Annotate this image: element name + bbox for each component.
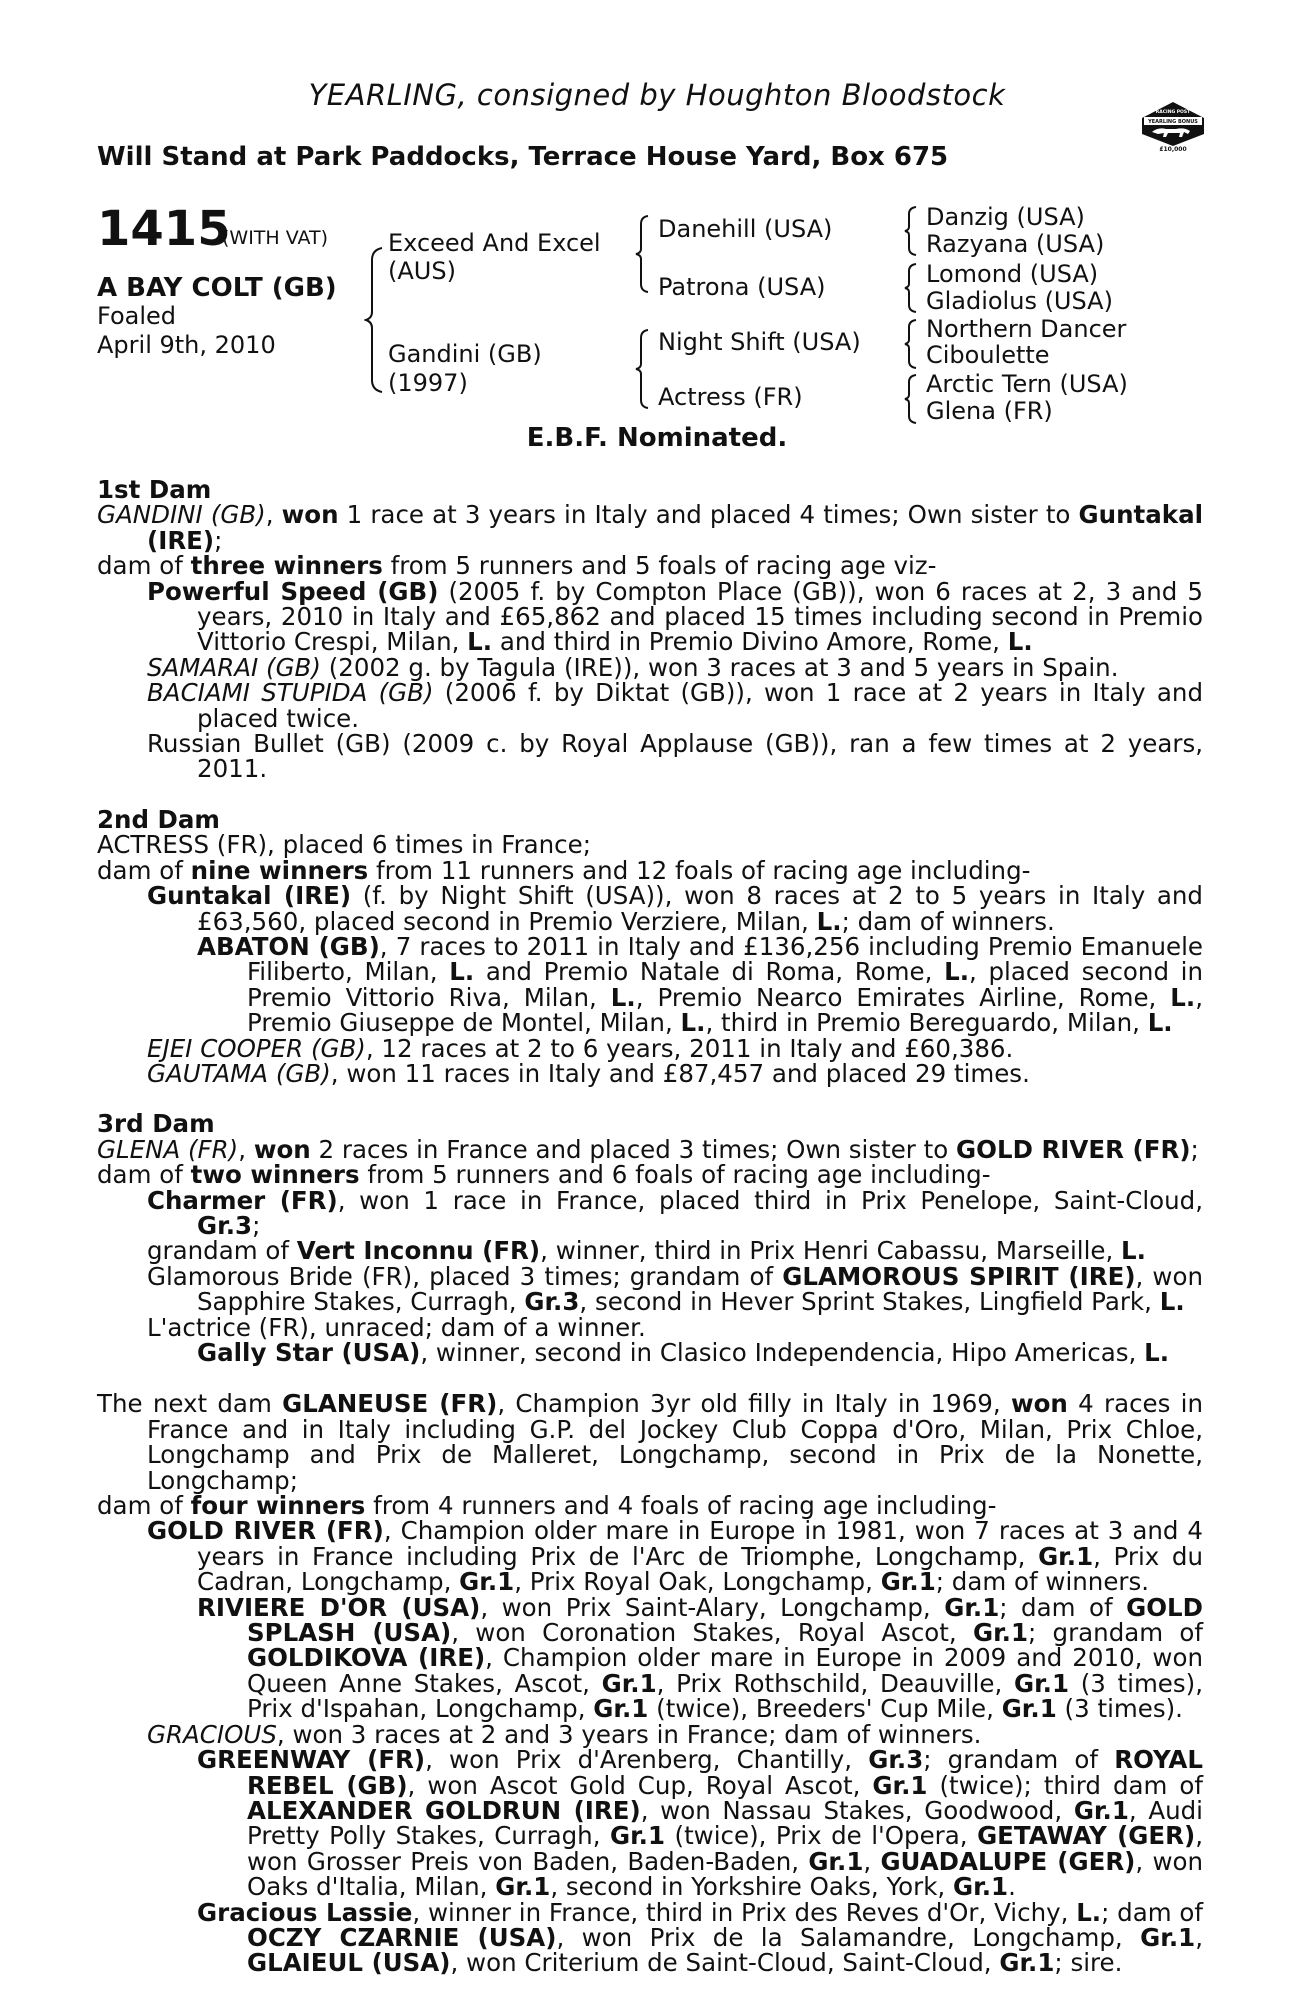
yearling-bonus-badge-icon bbox=[1138, 96, 1208, 152]
badge-line3: £10,000 bbox=[1159, 146, 1187, 152]
second-dam-heading: 2nd Dam bbox=[97, 804, 220, 834]
pedigree-brace-3c bbox=[903, 318, 919, 370]
first-dam-summary: GANDINI (GB), won 1 race at 3 years in Italy and placed 4 times; Own sister to Guntakal (IRE); bbox=[97, 500, 1203, 555]
pedigree-ddd: Glena (FR) bbox=[926, 397, 1053, 425]
pedigree-sd: Patrona (USA) bbox=[658, 273, 826, 301]
list-item: L'actrice (FR), unraced; dam of a winner. bbox=[147, 1312, 646, 1342]
list-item: RIVIERE D'OR (USA), won Prix Saint-Alary, Longchamp, Gr.1; dam of GOLD SPLASH (USA), won Coronation Stakes, Royal Ascot, Gr.1; grandam of GOLDIKOVA (IRE), Champion older mare in Europe in 2009 and 2010, won Queen Anne Stakes, Ascot, Gr.1, Prix Rothschild, Deauville, Gr.1 (3 times), Prix d'Ispahan, Longchamp, Gr.1 (twice), Breeders' Cup Mile, Gr.1 (3 times). bbox=[197, 1592, 1204, 1724]
produce-record bbox=[97, 477, 1203, 1976]
second-dam-summary: ACTRESS (FR), placed 6 times in France; bbox=[97, 830, 591, 860]
pedigree-brace-main bbox=[364, 246, 386, 394]
lot-number: 1415 bbox=[97, 201, 231, 257]
next-dam-summary: The next dam GLANEUSE (FR), Champion 3yr old filly in Italy in 1969, won 4 races in France and in Italy including G.P. del Jockey Club Coppa d'Oro, Milan, Prix Chloe, Longchamp and Prix de Malleret, Longchamp, second in Prix de la Nonette, Longchamp; bbox=[97, 1389, 1204, 1495]
list-item: SAMARAI (GB) (2002 g. by Tagula (IRE)), won 3 races at 3 and 5 years in Spain. bbox=[147, 652, 1119, 682]
list-item: ABATON (GB), 7 races to 2011 in Italy and £136,256 including Premio Emanuele Filiberto, Milan, L. and Premio Natale di Roma, Rome, L., placed second in Premio Vittorio Riva, Milan, L., Premio Nearco Emirates Airline, Rome, L., Premio Giuseppe de Montel, Milan, L., third in Premio Bereguardo, Milan, L. bbox=[197, 931, 1204, 1038]
pedigree-ss: Danehill (USA) bbox=[658, 215, 833, 243]
list-item: GRACIOUS, won 3 races at 2 and 3 years in France; dam of winners. bbox=[147, 1719, 982, 1749]
second-dam-produce: dam of nine winners from 11 runners and 12 foals of racing age including- bbox=[97, 855, 1031, 885]
pedigree-ssd: Razyana (USA) bbox=[926, 230, 1105, 258]
horse-name: A BAY COLT (GB) bbox=[97, 273, 337, 303]
pedigree-sss: Danzig (USA) bbox=[926, 203, 1085, 231]
pedigree-dds: Arctic Tern (USA) bbox=[926, 370, 1128, 398]
third-dam-heading: 3rd Dam bbox=[97, 1109, 215, 1139]
pedigree-brace-3b bbox=[903, 262, 919, 314]
badge-line1: RACING POST bbox=[1155, 110, 1191, 115]
ebf-nominated: E.B.F. Nominated. bbox=[526, 423, 788, 453]
list-item: GOLD RIVER (FR), Champion older mare in Europe in 1981, won 7 races at 3 and 4 years in France including Prix de l'Arc de Triomphe, Longchamp, Gr.1, Prix du Cadran, Longchamp, Gr.1, Prix Royal Oak, Longchamp, Gr.1; dam of winners. bbox=[147, 1516, 1203, 1597]
pedigree-brace-sire bbox=[634, 214, 652, 294]
lot-vat: (WITH VAT) bbox=[222, 227, 329, 249]
foaled-date: April 9th, 2010 bbox=[97, 331, 276, 359]
list-item: BACIAMI STUPIDA (GB) (2006 f. by Diktat (GB)), won 1 race at 2 years in Italy and placed twice. bbox=[147, 678, 1203, 733]
list-item: grandam of Vert Inconnu (FR), winner, third in Prix Henri Cabassu, Marseille, L. bbox=[147, 1236, 1146, 1266]
list-item: Gally Star (USA), winner, second in Clasico Independencia, Hipo Americas, L. bbox=[197, 1338, 1170, 1367]
list-item: Guntakal (IRE) (f. by Night Shift (USA)), won 8 races at 2 to 5 years in Italy and £63,560, placed second in Premio Verziere, Milan, L.; dam of winners. bbox=[147, 881, 1203, 936]
pedigree-ds: Night Shift (USA) bbox=[658, 328, 861, 356]
list-item: EJEI COOPER (GB), 12 races at 2 to 6 years, 2011 in Italy and £60,386. bbox=[147, 1033, 1014, 1063]
first-dam-produce: dam of three winners from 5 runners and 5 foals of racing age viz- bbox=[97, 551, 937, 581]
first-dam-heading: 1st Dam bbox=[97, 475, 212, 504]
page-title: YEARLING, consigned by Houghton Bloodstock bbox=[308, 78, 1006, 112]
list-item: Charmer (FR), won 1 race in France, placed third in Prix Penelope, Saint-Cloud, Gr.3; bbox=[147, 1185, 1203, 1240]
list-item: Russian Bullet (GB) (2009 c. by Royal Applause (GB)), ran a few times at 2 years, 2011. bbox=[147, 729, 1203, 784]
foaled-block bbox=[97, 302, 276, 360]
pedigree-sire-country: (AUS) bbox=[388, 257, 456, 285]
pedigree-sds: Lomond (USA) bbox=[926, 260, 1099, 288]
list-item: GAUTAMA (GB), won 11 races in Italy and £87,457 and placed 29 times. bbox=[147, 1058, 1030, 1088]
next-dam-produce: dam of four winners from 4 runners and 4 foals of racing age including- bbox=[97, 1491, 997, 1521]
third-dam-produce: dam of two winners from 5 runners and 6 foals of racing age including- bbox=[97, 1160, 991, 1190]
pedigree-sdd: Gladiolus (USA) bbox=[926, 287, 1113, 315]
pedigree-dsd: Ciboulette bbox=[926, 341, 1050, 369]
third-dam-summary: GLENA (FR), won 2 races in France and placed 3 times; Own sister to GOLD RIVER (FR); bbox=[97, 1134, 1199, 1164]
list-item: Gracious Lassie, winner in France, third in Prix des Reves d'Or, Vichy, L.; dam of OCZY CZARNIE (USA), won Prix de la Salamandre, Longchamp, Gr.1, GLAIEUL (USA), won Criterium de Saint-Cloud, Saint-Cloud, Gr.1; sire. bbox=[197, 1897, 1203, 1978]
list-item: GREENWAY (FR), won Prix d'Arenberg, Chantilly, Gr.3; grandam of ROYAL REBEL (GB), won Ascot Gold Cup, Royal Ascot, Gr.1 (twice); third dam of ALEXANDER GOLDRUN (IRE), won Nassau Stakes, Goodwood, Gr.1, Audi Pretty Polly Stakes, Curragh, Gr.1 (twice), Prix de l'Opera, GETAWAY (GER), won Grosser Preis von Baden, Baden-Baden, Gr.1, GUADALUPE (GER), won Oaks d'Italia, Milan, Gr.1, second in Yorkshire Oaks, York, Gr.1. bbox=[197, 1745, 1203, 1902]
pedigree-brace-3d bbox=[903, 373, 919, 425]
list-item: Powerful Speed (GB) (2005 f. by Compton Place (GB)), won 6 races at 2, 3 and 5 years, 2010 in Italy and £65,862 and placed 15 times including second in Premio Vittorio Crespi, Milan, L. and third in Premio Divino Amore, Rome, L. bbox=[147, 576, 1204, 657]
pedigree-sire: Exceed And Excel bbox=[388, 229, 601, 257]
badge-line2: YEARLING BONUS bbox=[1148, 119, 1198, 125]
pedigree-brace-3a bbox=[903, 205, 919, 257]
pedigree-dam: Gandini (GB) bbox=[388, 340, 542, 368]
list-item: Glamorous Bride (FR), placed 3 times; grandam of GLAMOROUS SPIRIT (IRE), won Sapphire Stakes, Curragh, Gr.3, second in Hever Sprint Stakes, Lingfield Park, L. bbox=[147, 1261, 1203, 1317]
pedigree-dss: Northern Dancer bbox=[926, 315, 1127, 343]
pedigree-dam-year: (1997) bbox=[388, 369, 468, 397]
stand-location: Will Stand at Park Paddocks, Terrace House Yard, Box 675 bbox=[97, 142, 949, 172]
pedigree-dd: Actress (FR) bbox=[658, 383, 803, 411]
pedigree-brace-dam bbox=[634, 328, 652, 410]
foaled-label: Foaled bbox=[97, 302, 177, 330]
